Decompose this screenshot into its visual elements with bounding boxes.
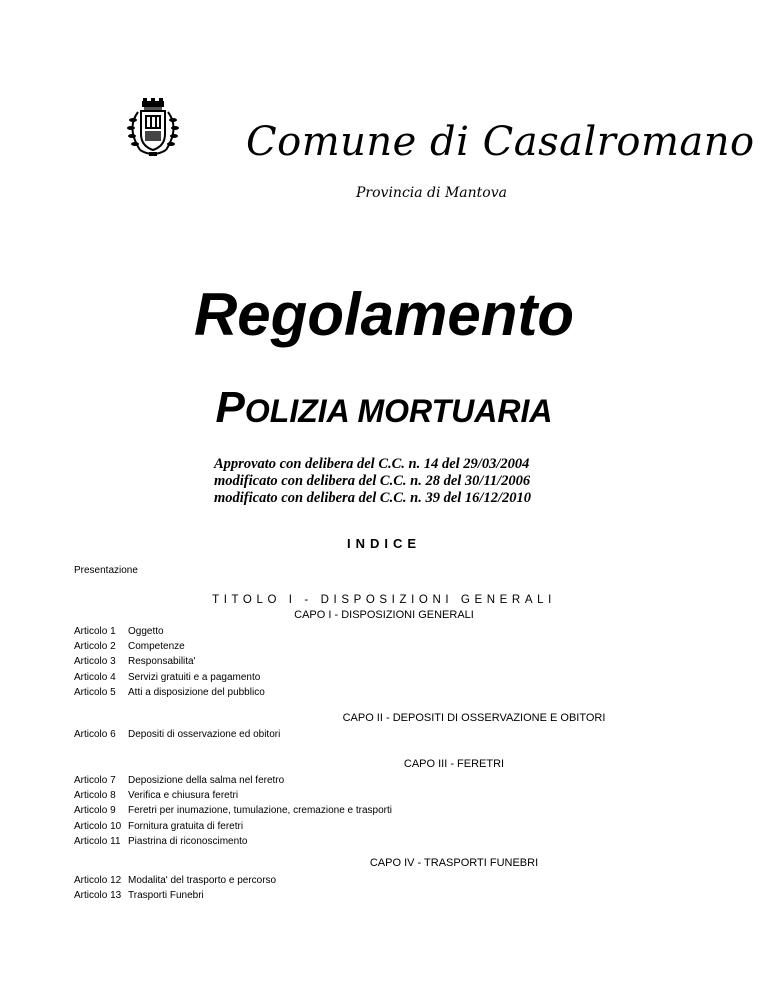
capo-heading: CAPO IV - TRASPORTI FUNEBRI xyxy=(369,857,539,869)
list-item xyxy=(74,788,392,803)
article-title: Servizi gratuiti e a pagamento xyxy=(128,671,261,683)
capo-heading: CAPO I - DISPOSIZIONI GENERALI xyxy=(294,609,474,621)
article-title: Modalita' del trasporto e percorso xyxy=(128,875,277,886)
list-item xyxy=(74,888,276,903)
list-item xyxy=(74,803,392,818)
article-list xyxy=(74,727,280,742)
article-number: Articolo 8 xyxy=(74,790,116,802)
article-number: Articolo 10 xyxy=(74,820,122,832)
subtitle-rest: OLIZIA MORTUARIA xyxy=(244,393,553,429)
article-title: Piastrina di riconoscimento xyxy=(128,835,248,847)
article-title: Trasporti Funebri xyxy=(128,890,204,902)
article-number: Articolo 12 xyxy=(74,875,122,886)
list-item xyxy=(74,654,265,669)
list-item xyxy=(74,773,392,788)
article-number: Articolo 4 xyxy=(74,671,116,683)
article-list xyxy=(74,773,392,849)
article-number: Articolo 2 xyxy=(74,641,116,653)
article-title: Atti a disposizione del pubblico xyxy=(128,686,265,698)
document-title: Regolamento xyxy=(193,281,575,348)
article-title: Feretri per inumazione, tumulazione, cremazione e trasporti xyxy=(128,805,393,817)
list-item xyxy=(74,873,276,888)
article-title: Oggetto xyxy=(128,626,164,637)
article-number: Articolo 1 xyxy=(74,626,116,637)
article-title: Fornitura gratuita di feretri xyxy=(128,820,244,832)
article-number: Articolo 6 xyxy=(74,729,116,740)
article-title: Competenze xyxy=(128,641,185,653)
document-subtitle xyxy=(0,383,768,433)
titolo-heading: TITOLO I - DISPOSIZIONI GENERALI xyxy=(212,594,556,606)
subtitle-first-letter: P xyxy=(215,383,245,432)
approval-line: modificato con delibera del C.C. n. 39 del 16/12/2010 xyxy=(214,490,531,506)
approval-notes xyxy=(214,456,531,507)
article-number: Articolo 11 xyxy=(74,835,121,847)
article-number: Articolo 13 xyxy=(74,890,122,902)
presentazione-entry: Presentazione xyxy=(74,565,138,576)
list-item xyxy=(74,624,265,639)
list-item xyxy=(74,819,392,834)
coat-of-arms-icon xyxy=(118,98,188,162)
article-title: Verifica e chiusura feretri xyxy=(128,790,239,802)
article-number: Articolo 5 xyxy=(74,686,116,698)
article-list xyxy=(74,873,276,903)
list-item xyxy=(74,727,280,742)
article-number: Articolo 7 xyxy=(74,775,116,786)
list-item xyxy=(74,639,265,654)
list-item xyxy=(74,670,265,685)
index-heading: INDICE xyxy=(346,536,422,551)
article-title: Responsabilita' xyxy=(128,656,196,668)
list-item xyxy=(74,834,392,849)
article-title: Depositi di osservazione ed obitori xyxy=(128,729,281,740)
approval-line: modificato con delibera del C.C. n. 28 del 30/11/2006 xyxy=(214,473,531,489)
list-item xyxy=(74,685,265,700)
article-title: Deposizione della salma nel feretro xyxy=(128,775,285,786)
provincia-heading: Provincia di Mantova xyxy=(356,185,507,201)
comune-heading: Comune di Casalromano xyxy=(246,119,755,165)
article-number: Articolo 3 xyxy=(74,656,116,668)
capo-heading: CAPO II - DEPOSITI DI OSSERVAZIONE E OBITORI xyxy=(342,712,606,724)
approval-line: Approvato con delibera del C.C. n. 14 del 29/03/2004 xyxy=(214,456,530,472)
article-list xyxy=(74,624,265,700)
capo-heading: CAPO III - FERETRI xyxy=(403,758,505,770)
article-number: Articolo 9 xyxy=(74,805,116,817)
